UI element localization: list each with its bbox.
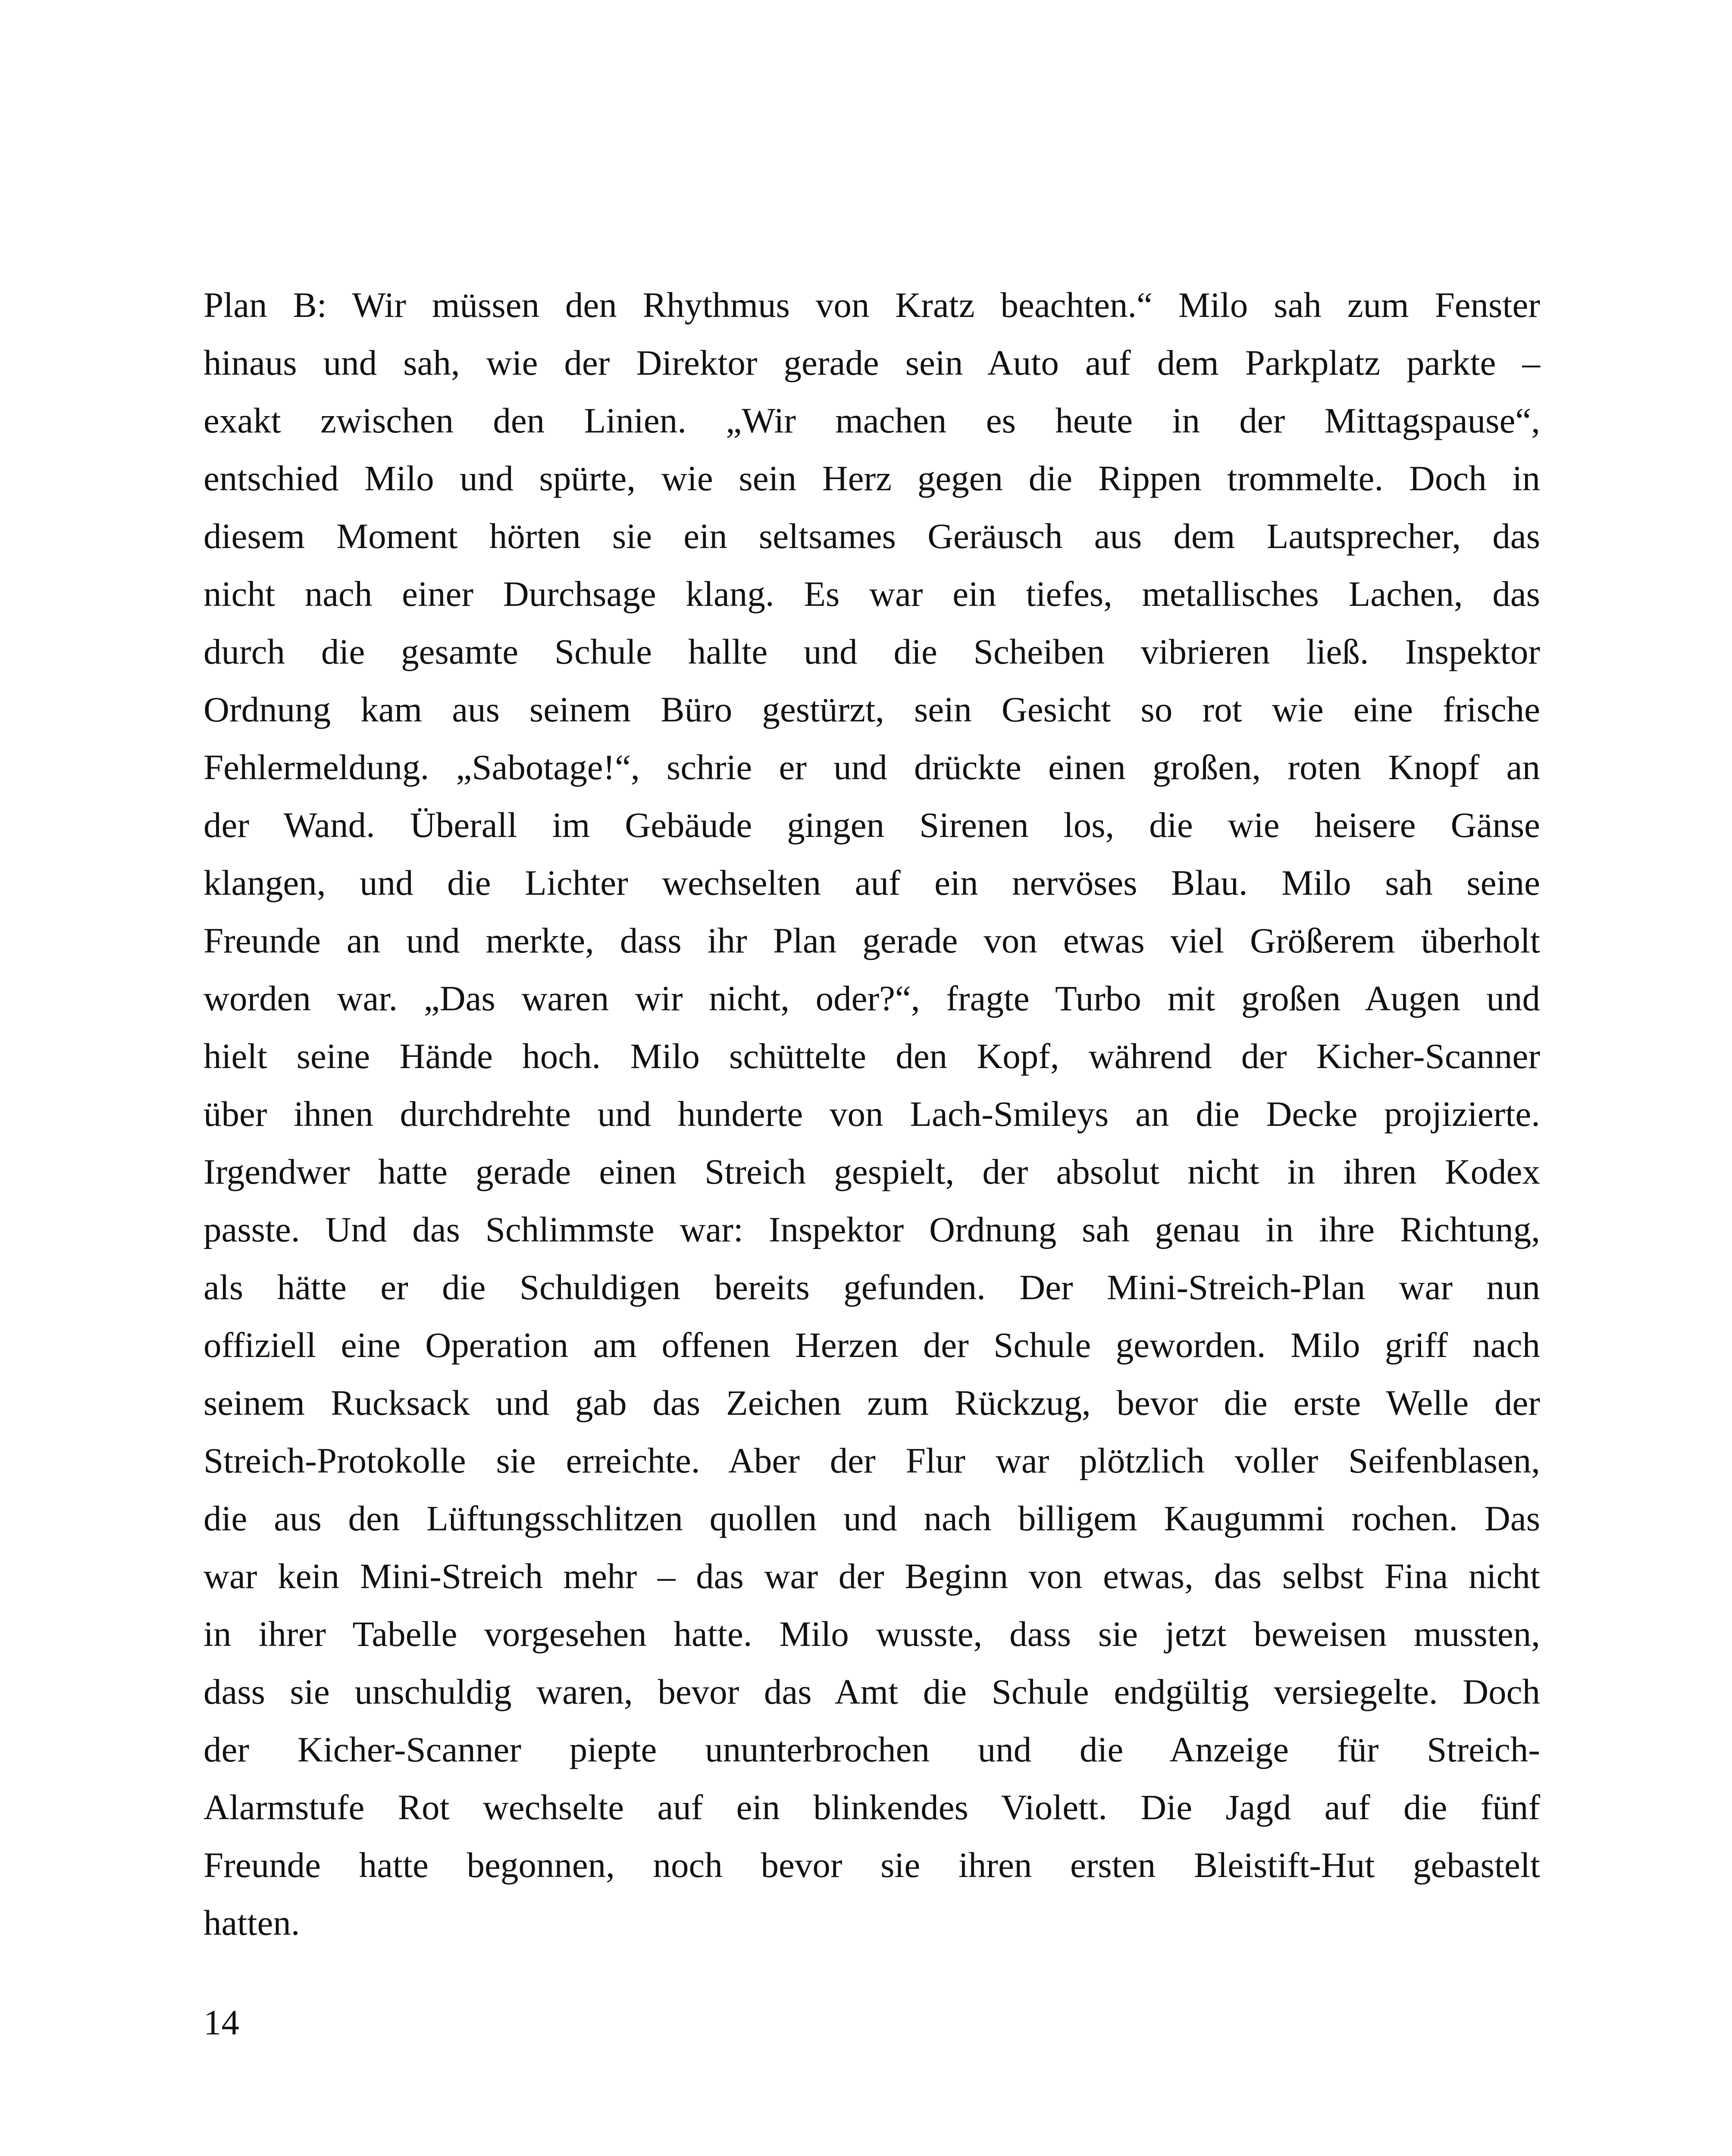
text-line: dass sie unschuldig waren, bevor das Amt die Schule endgültig versiegelte. Doch <box>204 1672 1540 1711</box>
text-line: Fehlermeldung. „Sabotage!“, schrie er und drückte einen großen, roten Knopf an <box>204 747 1540 787</box>
text-line: Streich-Protokolle sie erreichte. Aber der Flur war plötzlich voller Seifenblasen, <box>204 1441 1540 1480</box>
text-line: Plan B: Wir müssen den Rhythmus von Kratz beachten.“ Milo sah zum Fenster <box>204 285 1540 325</box>
text-line: worden war. „Das waren wir nicht, oder?“, fragte Turbo mit großen Augen und <box>204 978 1540 1018</box>
text-line: passte. Und das Schlimmste war: Inspektor Ordnung sah genau in ihre Richtung, <box>204 1210 1540 1249</box>
text-line: entschied Milo und spürte, wie sein Herz gegen die Rippen trommelte. Doch in <box>204 458 1540 498</box>
text-line: hatten. <box>204 1903 300 1943</box>
text-line: exakt zwischen den Linien. „Wir machen es heute in der Mittagspause“, <box>204 401 1540 440</box>
text-line: durch die gesamte Schule hallte und die Scheiben vibrieren ließ. Inspektor <box>204 632 1540 671</box>
text-line: war kein Mini-Streich mehr – das war der Beginn von etwas, das selbst Fina nicht <box>204 1556 1540 1596</box>
text-line: diesem Moment hörten sie ein seltsames Geräusch aus dem Lautsprecher, das <box>204 516 1540 556</box>
text-line: Alarmstufe Rot wechselte auf ein blinkendes Violett. Die Jagd auf die fünf <box>204 1787 1540 1827</box>
text-line: seinem Rucksack und gab das Zeichen zum Rückzug, bevor die erste Welle der <box>204 1383 1540 1423</box>
text-line: die aus den Lüftungsschlitzen quollen und nach billigem Kaugummi rochen. Das <box>204 1498 1540 1538</box>
text-line: Freunde an und merkte, dass ihr Plan gerade von etwas viel Größerem überholt <box>204 921 1540 960</box>
text-line: der Wand. Überall im Gebäude gingen Sirenen los, die wie heisere Gänse <box>204 805 1540 845</box>
text-line: Ordnung kam aus seinem Büro gestürzt, sein Gesicht so rot wie eine frische <box>204 689 1540 729</box>
text-line: offiziell eine Operation am offenen Herzen der Schule geworden. Milo griff nach <box>204 1325 1540 1365</box>
text-line: Freunde hatte begonnen, noch bevor sie ihren ersten Bleistift-Hut gebastelt <box>204 1845 1540 1885</box>
text-line: hielt seine Hände hoch. Milo schüttelte den Kopf, während der Kicher-Scanner <box>204 1036 1540 1076</box>
text-line: nicht nach einer Durchsage klang. Es war ein tiefes, metallisches Lachen, das <box>204 574 1540 614</box>
text-line: in ihrer Tabelle vorgesehen hatte. Milo wusste, dass sie jetzt beweisen mussten, <box>204 1614 1540 1654</box>
body-paragraph <box>204 276 1540 1952</box>
text-line: über ihnen durchdrehte und hunderte von Lach-Smileys an die Decke projizierte. <box>204 1094 1540 1134</box>
page-number: 14 <box>204 2002 239 2042</box>
text-line: hinaus und sah, wie der Direktor gerade sein Auto auf dem Parkplatz parkte – <box>204 343 1540 382</box>
text-line: als hätte er die Schuldigen bereits gefunden. Der Mini-Streich-Plan war nun <box>204 1267 1540 1307</box>
text-line: Irgendwer hatte gerade einen Streich gespielt, der absolut nicht in ihren Kodex <box>204 1152 1540 1191</box>
text-line: der Kicher-Scanner piepte ununterbrochen und die Anzeige für Streich- <box>204 1730 1540 1769</box>
text-line: klangen, und die Lichter wechselten auf ein nervöses Blau. Milo sah seine <box>204 863 1540 903</box>
